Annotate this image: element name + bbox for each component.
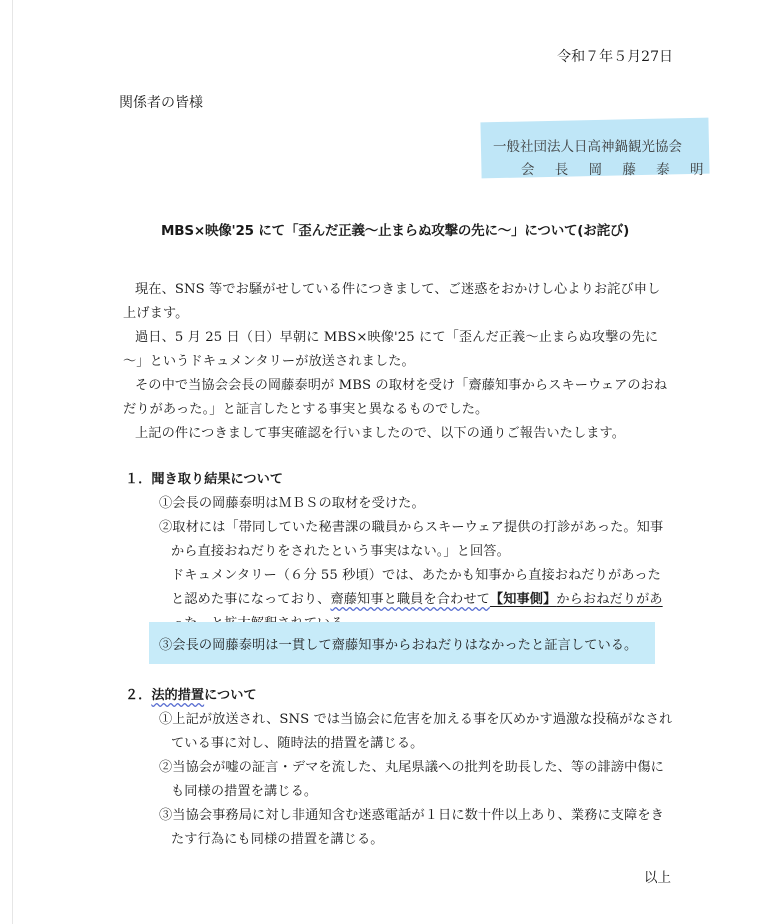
section1-item-2-line-2: から直接おねだりをされたという事実はない。」と回答。 — [171, 544, 510, 559]
documentary-line-1: ドキュメンタリー（６分 55 秒頃）では、あたかも知事から直接おねだりがあった — [171, 568, 661, 583]
document-date: 令和７年５月27日 — [557, 49, 673, 65]
document-title: MBS×映像'25 にて「歪んだ正義〜止まらぬ攻撃の先に〜」について(お詫び) — [161, 223, 630, 239]
documentary-line-2-a: と認めた事になっており、 — [171, 592, 331, 607]
intro-line-6: だりがあった。」と証言したとする事実と異なるものでした。 — [123, 402, 489, 417]
documentary-line-2 — [171, 588, 663, 607]
intro-line-5: その中で当協会会長の岡藤泰明が MBS の取材を受け「齋藤知事からスキーウェアのおね — [135, 378, 668, 393]
documentary-phrase-underlined: からおねだりがあ — [556, 592, 663, 607]
sender-name: 会 長 岡 藤 泰 明 — [521, 162, 712, 178]
closing-mark: 以上 — [644, 870, 671, 886]
section1-item-2-line-1: ②取材には「帯同していた秘書課の職員からスキーウェア提供の打診があった。知事 — [159, 520, 664, 535]
section1-item-1: ①会長の岡藤泰明はＭＢＳの取材を受けた。 — [159, 496, 425, 511]
intro-line-4: 〜」というドキュメンタリーが放送されました。 — [123, 354, 415, 369]
section2-heading-rest: について — [204, 688, 257, 703]
sender-organization: 一般社団法人日高神鍋観光協会 — [493, 139, 682, 155]
section2-heading-legal: 法的措置 — [151, 688, 205, 703]
section2-heading — [125, 684, 257, 703]
section1-item-3: ③会長の岡藤泰明は一貫して齋藤知事からおねだりはなかったと証言している。 — [159, 638, 638, 653]
addressee: 関係者の皆様 — [119, 95, 203, 111]
intro-line-2: 上げます。 — [123, 306, 189, 321]
section2-item-2-line-1: ②当協会が嘘の証言・デマを流した、丸尾県議への批判を助長した、等の誹謗中傷に — [159, 760, 664, 775]
section2-item-1-line-1: ①上記が放送され、SNS では当協会に危害を加える事を仄めかす過激な投稿がなされ — [159, 712, 673, 727]
section2-item-2-line-2: も同様の措置を講じる。 — [171, 784, 318, 799]
section1-heading: １．聞き取り結果について — [125, 472, 283, 487]
section2-item-3-line-2: たす行為にも同様の措置を講じる。 — [171, 832, 384, 847]
section2-item-1-line-2: ている事に対し、随時法的措置を講じる。 — [171, 736, 424, 751]
section2-item-3-line-1: ③当協会事務局に対し非通知含む迷惑電話が１日に数十件以上あり、業務に支障をき — [159, 808, 664, 823]
documentary-phrase-wavy: 齋藤知事と職員を合わせて — [330, 592, 490, 607]
intro-line-1: 現在、SNS 等でお騒がせしている件につきまして、ご迷惑をおかけし心よりお詫び申し — [135, 282, 661, 297]
governor-side-label: 【知事側】 — [489, 592, 557, 607]
section2-heading-num: ２． — [125, 688, 152, 703]
intro-line-3: 過日、5 月 25 日（日）早朝に MBS×映像'25 にて「歪んだ正義〜止まらぬ攻撃の先に — [135, 330, 659, 345]
intro-line-7: 上記の件につきまして事実確認を行いましたので、以下の通りご報告いたします。 — [135, 426, 626, 441]
document-page — [12, 0, 780, 924]
